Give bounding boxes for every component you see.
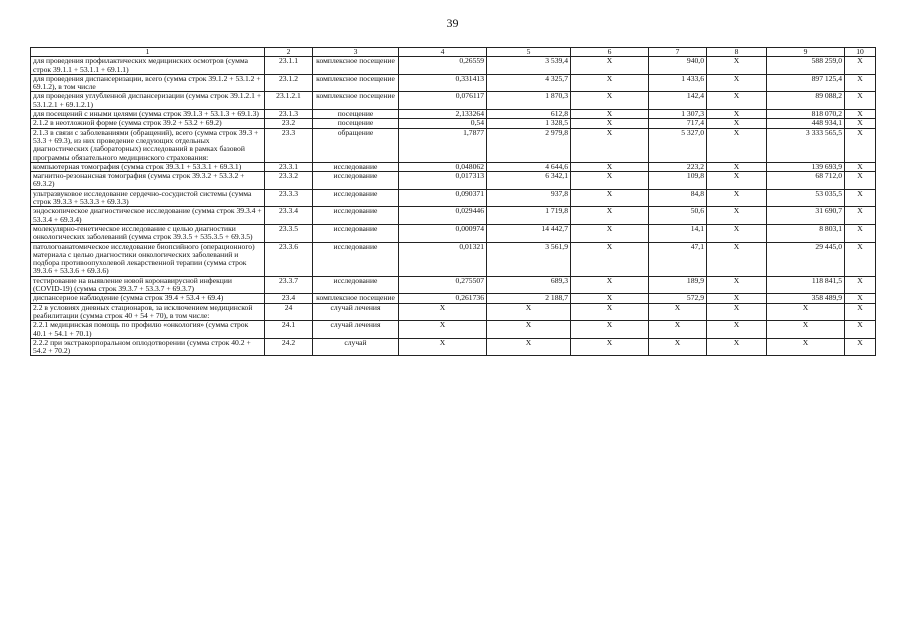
row-name-cell: 2.2 в условиях дневных стационаров, за исключением медицинской реабилитации (сумма строк 40 + 54 + 70), в том числе: (31, 303, 265, 321)
row-value-cell: X (845, 128, 876, 162)
row-value-cell: 0,000974 (399, 224, 487, 242)
row-name-cell: 2.1.2 в неотложной форме (сумма строк 39.2 + 53.2 + 69.2) (31, 119, 265, 128)
row-code-cell: 23.2 (265, 119, 313, 128)
row-value-cell: X (767, 321, 845, 339)
column-header: 1 (31, 48, 265, 57)
table-row (31, 172, 876, 190)
row-unit-cell: исследование (313, 172, 399, 190)
row-code-cell: 23.3.1 (265, 162, 313, 171)
table-row (31, 162, 876, 171)
table-row (31, 207, 876, 225)
row-unit-cell: исследование (313, 242, 399, 276)
row-value-cell: X (707, 119, 767, 128)
row-code-cell: 24.1 (265, 321, 313, 339)
row-value-cell: X (487, 338, 571, 356)
row-value-cell: X (571, 92, 649, 110)
column-header: 9 (767, 48, 845, 57)
row-value-cell: 937,8 (487, 189, 571, 207)
row-value-cell: X (767, 338, 845, 356)
row-unit-cell: посещение (313, 119, 399, 128)
row-value-cell: X (571, 57, 649, 75)
table-row (31, 57, 876, 75)
row-code-cell: 23.1.1 (265, 57, 313, 75)
row-unit-cell: обращение (313, 128, 399, 162)
row-value-cell: 2,133264 (399, 110, 487, 119)
row-value-cell: X (707, 321, 767, 339)
table-row (31, 128, 876, 162)
row-value-cell: 897 125,4 (767, 74, 845, 92)
row-value-cell: 53 035,5 (767, 189, 845, 207)
table-row (31, 276, 876, 294)
row-name-cell: тестирование на выявление новой коронавирусной инфекции (COVID-19) (сумма строк 39.3.7 + 53.3.7 + 69.3.7) (31, 276, 265, 294)
table-row (31, 242, 876, 276)
row-value-cell: X (571, 224, 649, 242)
row-value-cell: 358 489,9 (767, 294, 845, 303)
table-row (31, 74, 876, 92)
row-value-cell: 940,0 (649, 57, 707, 75)
row-value-cell: X (845, 303, 876, 321)
row-value-cell: X (571, 110, 649, 119)
row-value-cell: 0,54 (399, 119, 487, 128)
row-value-cell: X (649, 321, 707, 339)
row-value-cell: 189,9 (649, 276, 707, 294)
row-value-cell: X (487, 321, 571, 339)
column-header: 3 (313, 48, 399, 57)
row-value-cell: X (845, 189, 876, 207)
row-value-cell: X (707, 294, 767, 303)
row-name-cell: эндоскопическое диагностическое исследование (сумма строк 39.3.4 + 53.3.4 + 69.3.4) (31, 207, 265, 225)
row-unit-cell: комплексное посещение (313, 57, 399, 75)
row-value-cell: 68 712,0 (767, 172, 845, 190)
row-code-cell: 23.3.5 (265, 224, 313, 242)
row-value-cell: 8 803,1 (767, 224, 845, 242)
row-value-cell: X (399, 338, 487, 356)
row-value-cell: X (707, 242, 767, 276)
row-value-cell: 572,9 (649, 294, 707, 303)
row-code-cell: 23.3.3 (265, 189, 313, 207)
table-row (31, 338, 876, 356)
row-value-cell: 1 719,8 (487, 207, 571, 225)
row-value-cell: X (487, 303, 571, 321)
row-value-cell: X (571, 338, 649, 356)
row-value-cell: X (707, 172, 767, 190)
row-name-cell: магнитно-резонансная томография (сумма строк 39.3.2 + 53.3.2 + 69.3.2) (31, 172, 265, 190)
row-value-cell: 0,26559 (399, 57, 487, 75)
row-value-cell: 50,6 (649, 207, 707, 225)
row-code-cell: 23.3.2 (265, 172, 313, 190)
row-name-cell: 2.2.1 медицинская помощь по профилю «онкология» (сумма строк 40.1 + 54.1 + 70.1) (31, 321, 265, 339)
column-header: 4 (399, 48, 487, 57)
row-value-cell: X (707, 128, 767, 162)
column-header: 8 (707, 48, 767, 57)
row-value-cell: X (571, 128, 649, 162)
table-row (31, 294, 876, 303)
row-value-cell: X (845, 294, 876, 303)
row-code-cell: 24 (265, 303, 313, 321)
row-value-cell: X (707, 276, 767, 294)
row-value-cell: 223,2 (649, 162, 707, 171)
table-row (31, 110, 876, 119)
row-value-cell: X (399, 303, 487, 321)
row-code-cell: 23.3.6 (265, 242, 313, 276)
row-value-cell: X (571, 119, 649, 128)
row-value-cell: 818 070,2 (767, 110, 845, 119)
row-value-cell: X (845, 224, 876, 242)
row-unit-cell: случай лечения (313, 303, 399, 321)
row-name-cell: патологоанатомическое исследование биопсийного (операционного) материала с целью диагностики онкологических заболеваний и подбора противоопухолевой лекарственной терапии (сумма строк 39.3.6 + 53.3.6 + 69.3.6) (31, 242, 265, 276)
row-value-cell: X (571, 321, 649, 339)
row-value-cell: 3 539,4 (487, 57, 571, 75)
column-header: 6 (571, 48, 649, 57)
table-row (31, 92, 876, 110)
row-name-cell: для проведения профилактических медицинских осмотров (сумма строк 39.1.1 + 53.1.1 + 69.1.1) (31, 57, 265, 75)
row-unit-cell: исследование (313, 276, 399, 294)
row-value-cell: X (571, 294, 649, 303)
row-value-cell: X (571, 303, 649, 321)
row-value-cell: 448 934,1 (767, 119, 845, 128)
row-value-cell: 109,8 (649, 172, 707, 190)
row-value-cell: X (649, 338, 707, 356)
row-code-cell: 23.4 (265, 294, 313, 303)
table-row (31, 224, 876, 242)
row-value-cell: X (845, 92, 876, 110)
row-value-cell: 2 188,7 (487, 294, 571, 303)
row-value-cell: X (707, 303, 767, 321)
row-value-cell: X (399, 321, 487, 339)
row-code-cell: 24.2 (265, 338, 313, 356)
row-unit-cell: исследование (313, 189, 399, 207)
row-value-cell: X (649, 303, 707, 321)
row-unit-cell: комплексное посещение (313, 294, 399, 303)
row-name-cell: диспансерное наблюдение (сумма строк 39.4 + 53.4 + 69.4) (31, 294, 265, 303)
row-value-cell: 2 979,8 (487, 128, 571, 162)
row-value-cell: 612,8 (487, 110, 571, 119)
row-value-cell: X (707, 338, 767, 356)
column-header: 2 (265, 48, 313, 57)
row-value-cell: 0,017313 (399, 172, 487, 190)
row-value-cell: X (845, 162, 876, 171)
row-unit-cell: комплексное посещение (313, 74, 399, 92)
table-row (31, 321, 876, 339)
row-value-cell: 118 841,5 (767, 276, 845, 294)
row-unit-cell: случай (313, 338, 399, 356)
row-unit-cell: исследование (313, 162, 399, 171)
row-value-cell: X (845, 242, 876, 276)
row-value-cell: X (845, 110, 876, 119)
row-value-cell: 0,275507 (399, 276, 487, 294)
row-name-cell: для посещений с иными целями (сумма строк 39.1.3 + 53.1.3 + 69.1.3) (31, 110, 265, 119)
row-name-cell: компьютерная томография (сумма строк 39.3.1 + 53.3.1 + 69.3.1) (31, 162, 265, 171)
row-value-cell: 84,8 (649, 189, 707, 207)
row-name-cell: 2.1.3 в связи с заболеваниями (обращений), всего (сумма строк 39.3 + 53.3 + 69.3), из них проведение следующих отдельных диагностических (лабораторных) исследований в рамках базовой программы обязательного медицинского страхования: (31, 128, 265, 162)
row-value-cell: X (707, 74, 767, 92)
row-code-cell: 23.3 (265, 128, 313, 162)
column-header: 7 (649, 48, 707, 57)
row-value-cell: 717,4 (649, 119, 707, 128)
row-value-cell: 1 870,3 (487, 92, 571, 110)
row-value-cell: 588 259,0 (767, 57, 845, 75)
row-value-cell: 47,1 (649, 242, 707, 276)
data-table (30, 47, 876, 356)
row-value-cell: 3 561,9 (487, 242, 571, 276)
row-value-cell: 1 433,6 (649, 74, 707, 92)
row-code-cell: 23.3.7 (265, 276, 313, 294)
row-value-cell: 1 307,3 (649, 110, 707, 119)
row-value-cell: X (707, 224, 767, 242)
row-value-cell: X (707, 162, 767, 171)
row-value-cell: X (571, 162, 649, 171)
row-unit-cell: исследование (313, 224, 399, 242)
row-value-cell: X (571, 242, 649, 276)
row-value-cell: X (707, 189, 767, 207)
row-value-cell: 4 644,6 (487, 162, 571, 171)
row-value-cell: X (845, 321, 876, 339)
table-row (31, 119, 876, 128)
table-row (31, 303, 876, 321)
row-value-cell: X (707, 207, 767, 225)
row-value-cell: 14,1 (649, 224, 707, 242)
row-value-cell: X (707, 110, 767, 119)
row-value-cell: 0,076117 (399, 92, 487, 110)
row-name-cell: молекулярно-генетическое исследование с целью диагностики онкологических заболеваний (сумма строк 39.3.5 + 535.3.5 + 69.3.5) (31, 224, 265, 242)
page-number: 39 (446, 16, 459, 30)
row-value-cell: 0,331413 (399, 74, 487, 92)
row-value-cell: X (571, 189, 649, 207)
header-row (31, 48, 876, 57)
row-value-cell: 1,7877 (399, 128, 487, 162)
row-value-cell: 0,090371 (399, 189, 487, 207)
row-value-cell: 6 342,1 (487, 172, 571, 190)
row-value-cell: X (845, 338, 876, 356)
row-unit-cell: случай лечения (313, 321, 399, 339)
row-value-cell: 5 327,0 (649, 128, 707, 162)
row-value-cell: X (707, 92, 767, 110)
row-value-cell: 4 325,7 (487, 74, 571, 92)
row-value-cell: 0,048062 (399, 162, 487, 171)
row-value-cell: X (767, 303, 845, 321)
row-code-cell: 23.3.4 (265, 207, 313, 225)
row-name-cell: для проведения углубленной диспансеризации (сумма строк 39.1.2.1 + 53.1.2.1 + 69.1.2.1) (31, 92, 265, 110)
row-value-cell: 29 445,0 (767, 242, 845, 276)
row-name-cell: для проведения диспансеризации, всего (сумма строк 39.1.2 + 53.1.2 + 69.1.2), в том числе (31, 74, 265, 92)
row-value-cell: 31 690,7 (767, 207, 845, 225)
column-header: 10 (845, 48, 876, 57)
row-code-cell: 23.1.3 (265, 110, 313, 119)
row-value-cell: X (845, 57, 876, 75)
row-value-cell: 142,4 (649, 92, 707, 110)
row-code-cell: 23.1.2.1 (265, 92, 313, 110)
row-code-cell: 23.1.2 (265, 74, 313, 92)
row-name-cell: ультразвуковое исследование сердечно-сосудистой системы (сумма строк 39.3.3 + 53.3.3 + 69.3.3) (31, 189, 265, 207)
row-value-cell: X (571, 172, 649, 190)
row-value-cell: 3 333 565,5 (767, 128, 845, 162)
row-value-cell: X (845, 276, 876, 294)
row-value-cell: 139 693,9 (767, 162, 845, 171)
row-value-cell: X (845, 172, 876, 190)
table-row (31, 189, 876, 207)
row-value-cell: X (707, 57, 767, 75)
row-value-cell: 14 442,7 (487, 224, 571, 242)
row-value-cell: 1 328,5 (487, 119, 571, 128)
row-unit-cell: комплексное посещение (313, 92, 399, 110)
column-header: 5 (487, 48, 571, 57)
row-unit-cell: исследование (313, 207, 399, 225)
row-unit-cell: посещение (313, 110, 399, 119)
row-value-cell: X (571, 276, 649, 294)
row-value-cell: 689,3 (487, 276, 571, 294)
row-value-cell: X (571, 207, 649, 225)
row-value-cell: 0,029446 (399, 207, 487, 225)
row-value-cell: X (845, 207, 876, 225)
row-value-cell: 0,01321 (399, 242, 487, 276)
row-value-cell: 0,261736 (399, 294, 487, 303)
row-name-cell: 2.2.2 при экстракорпоральном оплодотворении (сумма строк 40.2 + 54.2 + 70.2) (31, 338, 265, 356)
row-value-cell: X (845, 119, 876, 128)
row-value-cell: X (845, 74, 876, 92)
row-value-cell: X (571, 74, 649, 92)
row-value-cell: 89 088,2 (767, 92, 845, 110)
